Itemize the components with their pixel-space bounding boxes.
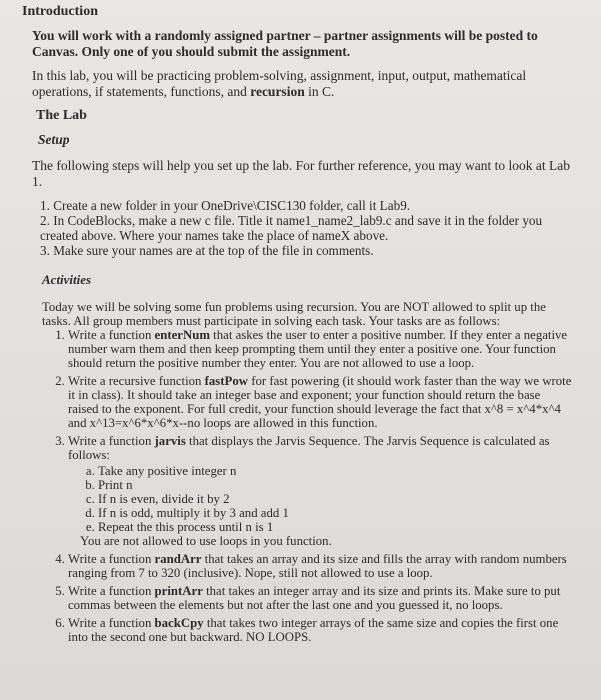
task-item: [68, 552, 573, 580]
task-item: [68, 374, 573, 430]
partner-paragraph: You will work with a randomly assigned partner – partner assignments will be posted to Canvas. Only one of you should submit the assignment.: [32, 28, 538, 59]
task-list: [42, 328, 573, 644]
task-text: Write a function: [68, 616, 155, 630]
function-name: printArr: [154, 584, 203, 598]
activities-body: [42, 300, 573, 644]
jarvis-step: d. If n is odd, multiply it by 3 and add 1: [98, 506, 573, 520]
function-name: jarvis: [154, 434, 186, 448]
task-text: for fast powering (it should work faster than the way we wrote it in class). It should take an integer base and exponent; your function should return the base raised to the exponent. For full credit, your function should leverage the fact that x^8 = x^4*x^4 and x^13=x^6*x^6*x--no loops are allowed in this function.: [68, 374, 572, 430]
jarvis-step: e. Repeat the this process until n is 1: [98, 520, 573, 534]
task-item: [68, 328, 573, 370]
jarvis-steps: [68, 464, 573, 534]
function-name: randArr: [154, 552, 202, 566]
function-name: backCpy: [154, 616, 204, 630]
setup-step: 1. Create a new folder in your OneDrive\CISC130 folder, call it Lab9.: [40, 198, 411, 213]
setup-step: 3. Make sure your names are at the top of the file in comments.: [40, 243, 374, 258]
task-text: that takes two integer arrays of the same size and copies the first one into the second one but backward. NO LOOPS.: [68, 616, 559, 644]
task-text: that takes an array and its size and fills the array with random numbers ranging from 7 to 320 (inclusive). Nope, still not allowed to use a loop.: [68, 552, 567, 580]
setup-steps: [40, 198, 573, 258]
practice-text-pre: In this lab, you will be practicing problem-solving, assignment, input, output, mathematical operations, if statements, functions, and: [32, 68, 527, 99]
practice-paragraph: [32, 68, 573, 100]
activities-heading: Activities: [42, 272, 92, 287]
task-text: Write a function: [68, 328, 155, 342]
task-item: [68, 434, 573, 548]
setup-step: 2. In CodeBlocks, make a new c file. Title it name1_name2_lab9.c and save it in the folder you created above. Where your names take the place of nameX above.: [40, 213, 543, 243]
jarvis-note: You are not allowed to use loops in you function.: [80, 534, 332, 548]
function-name: fastPow: [204, 374, 248, 388]
task-text: Write a function: [68, 434, 155, 448]
practice-bold: recursion: [250, 84, 305, 99]
task-item: [68, 616, 573, 644]
jarvis-step: c. If n is even, divide it by 2: [98, 492, 573, 506]
function-name: enterNum: [154, 328, 210, 342]
task-text: Write a function: [68, 584, 155, 598]
task-item: [68, 584, 573, 612]
setup-intro: The following steps will help you set up the lab. For further reference, you may want to look at Lab 1.: [32, 158, 570, 189]
introduction-heading: Introduction: [22, 4, 98, 19]
task-text: Write a function: [68, 552, 155, 566]
practice-text-post: in C.: [304, 84, 335, 99]
the-lab-heading: The Lab: [36, 108, 87, 123]
jarvis-step: b. Print n: [98, 478, 573, 492]
jarvis-step: a. Take any positive integer n: [98, 464, 573, 478]
activities-intro: Today we will be solving some fun problems using recursion. You are NOT allowed to split up the tasks. All group members must participate in solving each task. Your tasks are as follows:: [42, 300, 546, 328]
task-text: Write a recursive function: [68, 374, 205, 388]
setup-heading: Setup: [38, 132, 70, 147]
task-text: that displays the Jarvis Sequence. The Jarvis Sequence is calculated as follows:: [68, 434, 550, 462]
task-text: that askes the user to enter a positive number. If they enter a negative number warn them and then keep prompting them until they enter a positive one. Your function should return the positive number they enter. You are not allowed to use a loop.: [68, 328, 568, 370]
task-text: that takes an integer array and its size and prints its. Make sure to put commas between the elements but not after the last one and you guessed it, no loops.: [68, 584, 561, 612]
